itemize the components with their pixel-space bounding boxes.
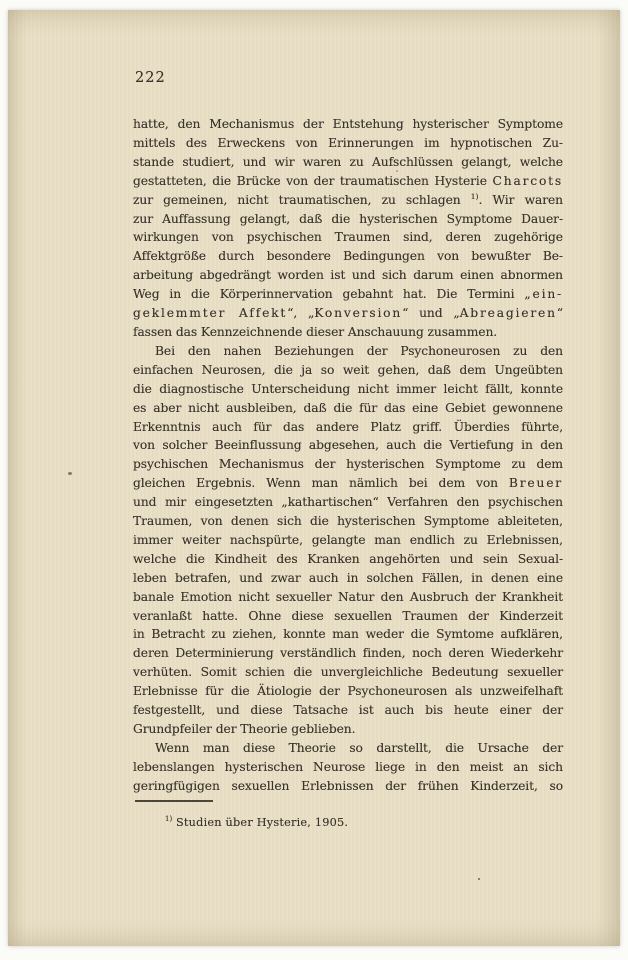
text-segment: leben betrafen, und zwar auch in solchen Fällen, in denen eine bbox=[133, 570, 563, 585]
emphasized-text: geklemmter Affekt bbox=[133, 306, 288, 321]
text-segment: einfachen Neurosen, die ja so weit gehen, daß dem Ungeübten bbox=[133, 362, 563, 377]
text-segment: zur gemeinen, nicht traumatischen, zu schlagen bbox=[133, 192, 471, 207]
text-segment: “ bbox=[556, 306, 563, 321]
text-segment: und mir eingesetzten „kathartischen“ Verfahren den psychischen bbox=[133, 495, 563, 510]
text-line bbox=[133, 418, 563, 437]
emphasized-text: „ein- bbox=[524, 287, 563, 302]
text-line bbox=[133, 266, 563, 285]
text-segment: Erlebnisse für die Ätiologie der Psychoneurosen als unzweifelhaft bbox=[133, 684, 563, 699]
footnote bbox=[165, 816, 545, 829]
text-line bbox=[133, 285, 563, 304]
text-line bbox=[133, 739, 563, 758]
text-line bbox=[133, 588, 563, 607]
text-segment: geringfügigen sexuellen Erlebnissen der frühen Kinderzeit, so bbox=[133, 778, 563, 793]
text-line bbox=[133, 342, 563, 361]
paper-speck bbox=[478, 878, 480, 880]
text-line bbox=[133, 323, 563, 342]
text-line bbox=[133, 663, 563, 682]
footnote-marker: 1) bbox=[470, 191, 479, 201]
text-segment: psychischen Mechanismus der hysterischen Symptome zu dem bbox=[133, 457, 563, 472]
text-line bbox=[133, 493, 563, 512]
text-segment: “, „ bbox=[287, 306, 315, 321]
text-segment: Grundpfeiler der Theorie geblieben. bbox=[133, 722, 356, 736]
body-text bbox=[133, 115, 563, 796]
emphasized-text: Charcots bbox=[492, 173, 563, 188]
emphasized-text: Konversion bbox=[314, 306, 403, 321]
text-line bbox=[133, 720, 563, 739]
text-segment: fassen das Kennzeichnende dieser Anschauung zusammen. bbox=[133, 324, 498, 339]
text-line bbox=[133, 210, 563, 229]
text-line bbox=[133, 512, 563, 531]
text-line bbox=[133, 550, 563, 569]
text-segment: . Wir waren bbox=[478, 192, 563, 207]
text-line bbox=[133, 531, 563, 550]
text-segment: immer weiter nachspürte, gelangte man endlich zu Erlebnissen, bbox=[133, 532, 563, 547]
emphasized-text: Breuer bbox=[508, 476, 563, 491]
text-line bbox=[133, 474, 563, 493]
text-segment: welche die Kindheit des Kranken angehörten und sein Sexual- bbox=[133, 551, 563, 566]
text-segment: Bei den nahen Beziehungen der Psychoneurosen zu den bbox=[155, 343, 563, 358]
paper-speck bbox=[396, 170, 398, 172]
text-segment: Wenn man diese Theorie so darstellt, die Ursache der bbox=[155, 740, 563, 755]
paper-speck bbox=[68, 472, 72, 475]
text-line bbox=[133, 701, 563, 720]
text-line bbox=[133, 569, 563, 588]
text-segment: Affektgröße durch besondere Bedingungen von bewußter Be- bbox=[133, 249, 563, 264]
text-segment: verhüten. Somit schien die unvergleichliche Bedeutung sexueller bbox=[133, 665, 563, 680]
text-segment: wirkungen von psychischen Traumen sind, deren zugehörige bbox=[133, 230, 563, 245]
text-line bbox=[133, 115, 563, 134]
text-segment: lebenslangen hysterischen Neurose liege in den meist an sich bbox=[133, 759, 563, 774]
book-page bbox=[8, 10, 620, 946]
text-line bbox=[133, 455, 563, 474]
text-segment: gleichen Ergebnis. Wenn man nämlich bei dem von bbox=[133, 476, 509, 491]
text-line bbox=[133, 191, 563, 210]
text-segment: die diagnostische Unterscheidung nicht immer leicht fällt, konnte bbox=[133, 381, 563, 396]
emphasized-text: Abreagieren bbox=[459, 306, 557, 321]
text-line bbox=[133, 644, 563, 663]
text-line bbox=[133, 758, 563, 777]
text-segment: von solcher Beeinflussung abgesehen, auch die Vertiefung in den bbox=[133, 438, 563, 453]
text-line bbox=[133, 682, 563, 701]
text-line bbox=[133, 172, 563, 191]
text-line bbox=[133, 134, 563, 153]
page-number: 222 bbox=[135, 70, 166, 86]
text-line bbox=[133, 607, 563, 626]
text-line bbox=[133, 625, 563, 644]
text-segment: Studien über Hysterie, 1905. bbox=[172, 816, 349, 829]
text-segment: Erkenntnis auch für das andere Platz griff. Überdies führte, bbox=[133, 419, 563, 434]
text-line bbox=[133, 436, 563, 455]
text-segment: in Betracht zu ziehen, konnte man weder die Symtome aufklären, bbox=[133, 627, 563, 642]
text-segment: stande studiert, und wir waren zu Aufschlüssen gelangt, welche bbox=[133, 154, 563, 169]
text-segment: hatte, den Mechanismus der Entstehung hysterischer Symptome bbox=[133, 117, 563, 131]
text-segment: es aber nicht ausbleiben, daß die für das eine Gebiet gewonnene bbox=[133, 400, 563, 415]
text-line bbox=[133, 247, 563, 266]
text-line bbox=[133, 361, 563, 380]
text-segment: zur Auffassung gelangt, daß die hysterischen Symptome Dauer- bbox=[133, 211, 563, 226]
text-segment: Traumen, von denen sich die hysterischen Symptome ableiteten, bbox=[133, 514, 563, 529]
text-segment: “ und „ bbox=[402, 306, 460, 321]
footnote-rule bbox=[135, 800, 213, 802]
text-segment: festgestellt, und diese Tatsache ist auch bis heute einer der bbox=[133, 703, 563, 718]
text-line bbox=[133, 304, 563, 323]
text-line bbox=[133, 153, 563, 172]
footnote-marker: 1) bbox=[165, 815, 173, 824]
text-segment: mittels des Erweckens von Erinnerungen im hypnotischen Zu- bbox=[133, 135, 563, 150]
text-line bbox=[133, 228, 563, 247]
text-segment: deren Determinierung verständlich finden, noch deren Wiederkehr bbox=[133, 646, 563, 661]
text-segment: banale Emotion nicht sexueller Natur den Ausbruch der Krankheit bbox=[133, 589, 563, 604]
text-line bbox=[133, 380, 563, 399]
text-segment: Weg in die Körperinnervation gebahnt hat. Die Termini bbox=[133, 287, 525, 302]
text-segment: arbeitung abgedrängt worden ist und sich darum einen abnormen bbox=[133, 268, 563, 283]
text-segment: veranlaßt hatte. Ohne diese sexuellen Traumen der Kinderzeit bbox=[133, 608, 563, 623]
text-line bbox=[133, 399, 563, 418]
text-line bbox=[133, 777, 563, 796]
text-segment: gestatteten, die Brücke von der traumatischen Hysterie bbox=[133, 173, 493, 188]
